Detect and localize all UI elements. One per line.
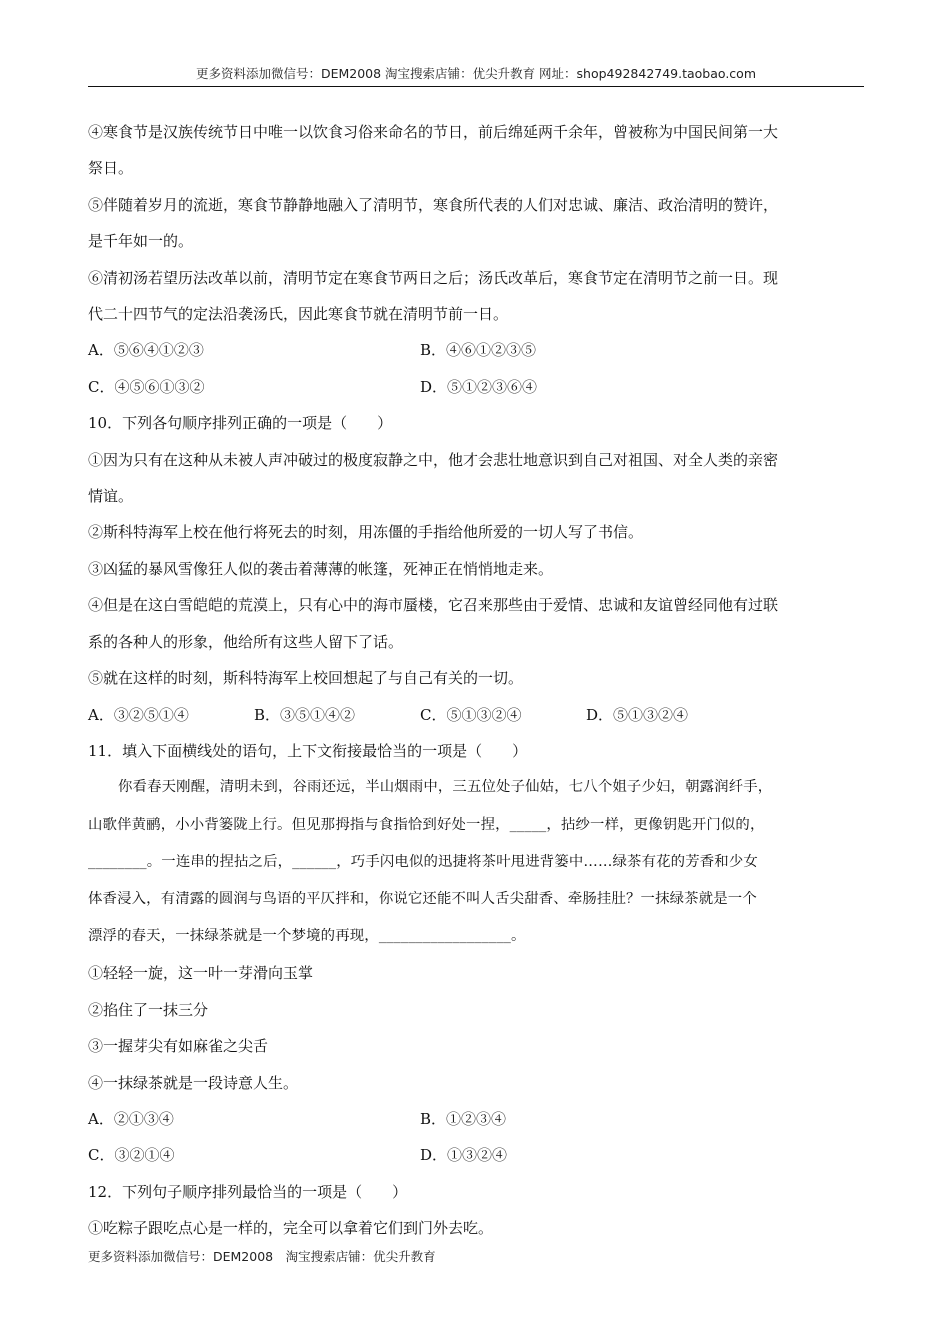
q11-sentence-2: ②掐住了一抹三分 (88, 1000, 209, 1019)
q9-sentence-4-line1: ④寒食节是汉族传统节日中唯一以饮食习俗来命名的节日，前后绵延两千余年，曾被称为中国民间第一大 (88, 123, 779, 141)
page-content (88, 114, 864, 1247)
q10-option-d: D．⑤①③②④ (586, 705, 689, 724)
q11-passage-line3: ________。一连串的捏拈之后，______，巧手闪电似的迅捷将茶叶甩进背篓中……绿茶有花的芳香和少女 (88, 853, 758, 870)
page-footer: 更多资料添加微信号：DEM2008 淘宝搜索店铺：优尖升教育 (88, 1249, 436, 1264)
q11-sentence-1: ①轻轻一旋，这一叶一芽滑向玉掌 (88, 964, 314, 983)
q9-sentence-5-line2: 是千年如一的。 (88, 232, 194, 251)
q10-option-c: C．⑤①③②④ (420, 705, 522, 724)
q9-sentence-4-line2: 祭日。 (88, 159, 134, 178)
q11-options-row1 (88, 1101, 864, 1137)
q9-option-c: C．④⑤⑥①③② (88, 377, 205, 396)
q9-options-row2 (88, 369, 864, 405)
q11-passage-line2: 山歌伴黄鹂，小小背篓陇上行。但见那拇指与食指恰到好处一捏，_____，拈纱一样，更像钥匙开门似的， (88, 816, 765, 833)
q11-options-row2 (88, 1137, 864, 1173)
q10-sentence-2: ②斯科特海军上校在他行将死去的时刻，用冻僵的手指给他所爱的一切人写了书信。 (88, 523, 644, 542)
q10-sentence-4-line1: ④但是在这白雪皑皑的荒漠上，只有心中的海市蜃楼，它召来那些由于爱情、忠诚和友谊曾经同他有过联 (88, 596, 779, 615)
q10-stem: 10．下列各句顺序排列正确的一项是（ ） (88, 414, 393, 433)
q11-passage-line4: 体香浸入，有清露的圆润与鸟语的平仄拌和，你说它还能不叫人舌尖甜香、牵肠挂肚？一抹绿茶就是一个 (88, 890, 757, 907)
q10-option-a: A．③②⑤①④ (88, 705, 189, 724)
q10-sentence-5: ⑤就在这样的时刻，斯科特海军上校回想起了与自己有关的一切。 (88, 669, 524, 688)
q12-sentence-1: ①吃粽子跟吃点心是一样的，完全可以拿着它们到门外去吃。 (88, 1219, 494, 1238)
q9-option-b: B．④⑥①②③⑤ (420, 341, 537, 360)
q11-option-c: C．③②①④ (88, 1146, 175, 1165)
q10-option-b: B．③⑤①④② (254, 705, 356, 724)
q12-stem: 12．下列句子顺序排列最恰当的一项是（ ） (88, 1182, 408, 1201)
q10-sentence-4-line2: 系的各种人的形象，他给所有这些人留下了话。 (88, 632, 404, 651)
q10-sentence-1-line1: ①因为只有在这种从未被人声冲破过的极度寂静之中，他才会悲壮地意识到自己对祖国、对全人类的亲密 (88, 450, 779, 469)
q10-options (88, 697, 864, 733)
q11-option-a: A．②①③④ (88, 1109, 174, 1128)
page-header: 更多资料添加微信号：DEM2008 淘宝搜索店铺：优尖升教育 网址：shop492842749.taobao.com (195, 66, 757, 81)
q9-sentence-6-line1: ⑥清初汤若望历法改革以前，清明节定在寒食节两日之后；汤氏改革后，寒食节定在清明节之前一日。现 (88, 268, 779, 287)
q11-option-b: B．①②③④ (420, 1109, 507, 1128)
q9-sentence-5-line1: ⑤伴随着岁月的流逝，寒食节静静地融入了清明节，寒食所代表的人们对忠诚、廉洁、政治清明的赞许， (88, 195, 779, 214)
q10-sentence-1-line2: 情谊。 (88, 487, 134, 506)
q9-option-d: D．⑤①②③⑥④ (420, 377, 538, 396)
q10-sentence-3: ③凶猛的暴风雪像狂人似的袭击着薄薄的帐篷，死神正在悄悄地走来。 (88, 559, 554, 578)
q9-sentence-6-line2: 代二十四节气的定法沿袭汤氏，因此寒食节就在清明节前一日。 (88, 305, 509, 324)
q9-options-row1 (88, 332, 864, 368)
q11-sentence-4: ④一抹绿茶就是一段诗意人生。 (88, 1073, 299, 1092)
q9-option-a: A．⑤⑥④①②③ (88, 341, 204, 360)
header-divider (88, 86, 864, 87)
q11-stem: 11．填入下面横线处的语句，上下文衔接最恰当的一项是（ ） (88, 741, 528, 760)
q11-passage-line5: 漂浮的春天，一抹绿茶就是一个梦境的再现，__________________。 (88, 928, 526, 945)
q11-option-d: D．①③②④ (420, 1146, 508, 1165)
q11-passage-line1: 你看春天刚醒，清明未到，谷雨还远，半山烟雨中，三五位处子仙姑，七八个姐子少妇，朝露润纤手， (118, 779, 773, 796)
q11-sentence-3: ③一握芽尖有如麻雀之尖舌 (88, 1037, 269, 1056)
